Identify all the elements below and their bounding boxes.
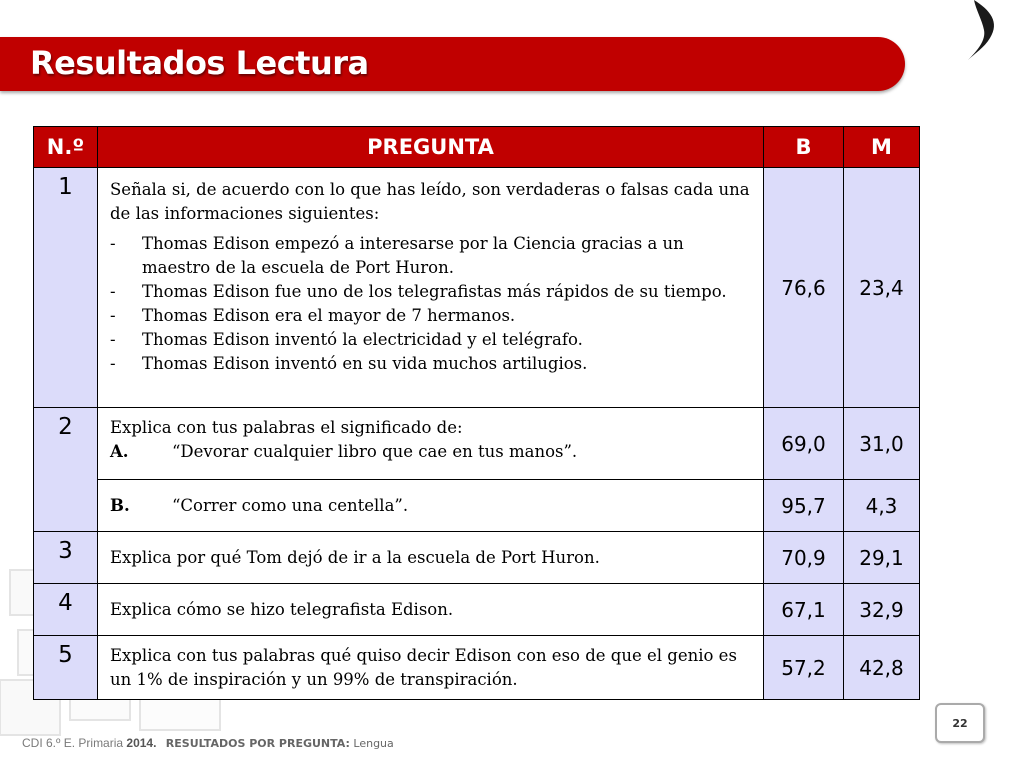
question-text <box>98 408 764 480</box>
value-m: 4,3 <box>844 480 920 532</box>
list-item: - Thomas Edison era el mayor de 7 hermanos. <box>110 304 751 328</box>
option-b <box>110 494 751 518</box>
page-number: 22 <box>952 716 968 730</box>
footer-subject: Lengua <box>349 737 394 750</box>
question-number: 5 <box>34 636 98 700</box>
table-row <box>34 168 920 408</box>
table-header-row <box>34 127 920 168</box>
option-letter: A. <box>110 442 129 461</box>
title-banner <box>0 37 905 91</box>
value-b: 95,7 <box>764 480 844 532</box>
table-row <box>34 584 920 636</box>
table-row <box>34 636 920 700</box>
list-item: - Thomas Edison inventó la electricidad y el telégrafo. <box>110 328 751 352</box>
value-b: 67,1 <box>764 584 844 636</box>
value-m: 42,8 <box>844 636 920 700</box>
header-m: M <box>844 127 920 168</box>
footer-year: 2014. <box>126 736 157 750</box>
question-number: 2 <box>34 408 98 532</box>
list-item: - Thomas Edison inventó en su vida muchos artilugios. <box>110 352 751 376</box>
list-item: - Thomas Edison empezó a interesarse por la Ciencia gracias a un maestro de la escuela de Port Huron. <box>110 232 751 280</box>
footer-prefix: CDI 6.º E. Primaria <box>22 736 127 750</box>
question-number: 1 <box>34 168 98 408</box>
list-item: - Thomas Edison fue uno de los telegrafistas más rápidos de su tiempo. <box>110 280 751 304</box>
value-b: 69,0 <box>764 408 844 480</box>
value-m: 32,9 <box>844 584 920 636</box>
question-text: Explica con tus palabras qué quiso decir Edison con eso de que el genio es un 1% de inspiración y un 99% de transpiración. <box>98 636 764 700</box>
option-a <box>110 440 751 464</box>
table-row <box>34 532 920 584</box>
header-b: B <box>764 127 844 168</box>
question-intro: Señala si, de acuerdo con lo que has leído, son verdaderas o falsas cada una de las informaciones siguientes: <box>110 180 750 223</box>
page-title: Resultados Lectura <box>30 44 369 82</box>
value-m: 31,0 <box>844 408 920 480</box>
results-table <box>33 126 920 700</box>
value-b: 76,6 <box>764 168 844 408</box>
question-text <box>98 168 764 408</box>
question-number: 4 <box>34 584 98 636</box>
option-text: “Correr como una centella”. <box>172 495 409 515</box>
table-row <box>34 408 920 480</box>
option-letter: B. <box>110 495 130 515</box>
value-b: 57,2 <box>764 636 844 700</box>
footer <box>22 736 394 750</box>
question-text: Explica cómo se hizo telegrafista Edison. <box>98 584 764 636</box>
question-text: Explica por qué Tom dejó de ir a la escuela de Port Huron. <box>98 532 764 584</box>
question-number: 3 <box>34 532 98 584</box>
option-text: “Devorar cualquier libro que cae en tus manos”. <box>172 442 578 461</box>
header-question: PREGUNTA <box>98 127 764 168</box>
question-intro: Explica con tus palabras el significado de: <box>110 418 463 437</box>
table-row <box>34 480 920 532</box>
question-text <box>98 480 764 532</box>
value-m: 29,1 <box>844 532 920 584</box>
statement-list <box>110 232 751 376</box>
footer-heading: RESULTADOS POR PREGUNTA: <box>165 737 350 750</box>
page-number-badge <box>935 703 985 743</box>
value-b: 70,9 <box>764 532 844 584</box>
brand-swoosh-logo <box>962 0 1002 62</box>
header-num: N.º <box>34 127 98 168</box>
value-m: 23,4 <box>844 168 920 408</box>
